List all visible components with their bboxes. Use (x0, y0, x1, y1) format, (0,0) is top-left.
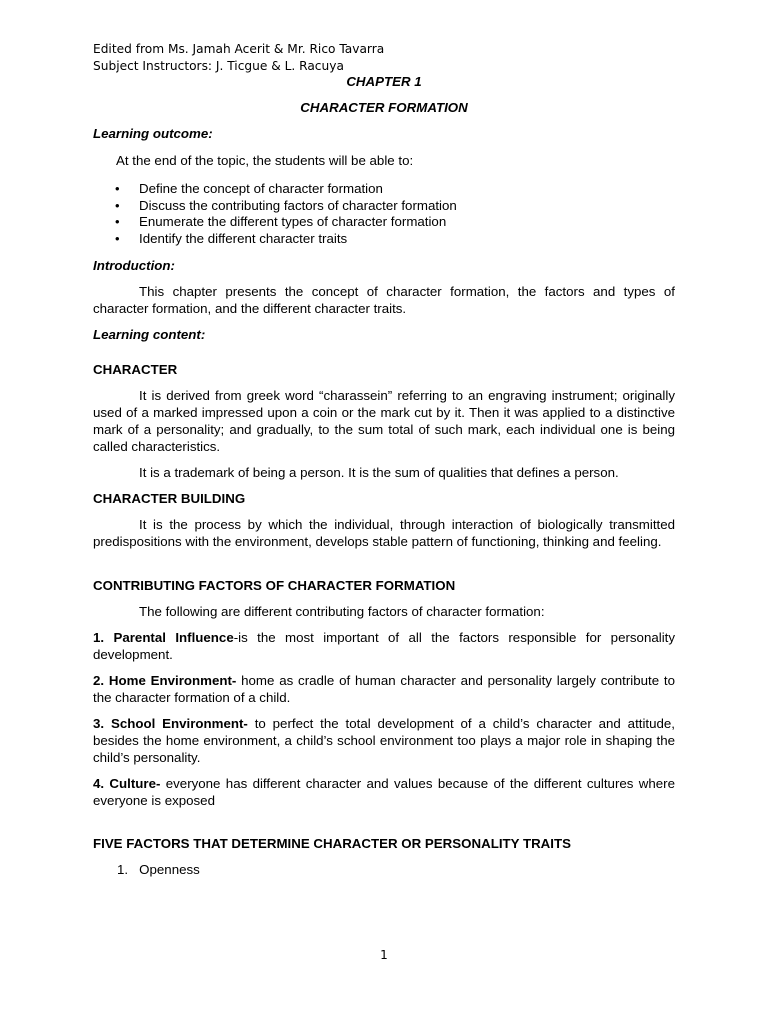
list-item: • Enumerate the different types of character formation (93, 214, 675, 231)
learning-outcome-lead: At the end of the topic, the students will be able to: (116, 153, 414, 168)
factor-text: home as cradle of human character and personality largely contribute to the character formation of a child. (93, 672, 675, 705)
introduction-heading: Introduction: (93, 257, 175, 273)
list-item: • Define the concept of character formation (93, 181, 675, 198)
factor-item (93, 629, 675, 663)
learning-outcome-list (93, 181, 675, 248)
factor-text: to perfect the total development of a child’s character and attitude, besides the home environment, a child’s school environment too plays a major role in shaping the child’s personality. (93, 715, 675, 765)
contributing-factors-lead: The following are different contributing factors of character formation: (139, 603, 545, 619)
factor-label: 1. Parental Influence (93, 629, 234, 645)
document-body (93, 73, 675, 878)
list-item: • Discuss the contributing factors of character formation (93, 198, 675, 215)
five-factors-list (93, 861, 675, 878)
character-heading: CHARACTER (93, 361, 178, 377)
factor-text: -is the most important of all the factors responsible for personality development. (93, 629, 675, 662)
character-building-paragraph: It is the process by which the individual, through interaction of biologically transmitted predispositions with the environment, develops stable pattern of functioning, thinking and feeling. (93, 516, 675, 549)
learning-outcome-heading: Learning outcome: (93, 126, 213, 141)
list-item: 1. Openness (117, 861, 200, 877)
factor-item (93, 775, 675, 809)
factor-item (93, 715, 675, 766)
contributing-factors-heading: CONTRIBUTING FACTORS OF CHARACTER FORMATION (93, 577, 456, 593)
character-paragraph-2: It is a trademark of being a person. It is the sum of qualities that defines a person. (139, 464, 619, 480)
learning-content-heading: Learning content: (93, 326, 206, 342)
factor-label: 3. School Environment- (93, 715, 248, 731)
header-line-editors: Edited from Ms. Jamah Acerit & Mr. Rico Tavarra (93, 42, 385, 56)
chapter-title: CHARACTER FORMATION (300, 100, 468, 115)
factor-text: everyone has different character and values because of the different cultures where everyone is exposed (93, 775, 675, 808)
factor-item (93, 672, 675, 706)
factor-label: 4. Culture- (93, 775, 161, 791)
list-item: • Identify the different character traits (93, 231, 675, 248)
chapter-label: CHAPTER 1 (346, 74, 422, 89)
document-header (93, 41, 384, 75)
page-number: 1 (380, 948, 388, 962)
introduction-paragraph: This chapter presents the concept of character formation, the factors and types of character formation, and the different character traits. (93, 283, 675, 316)
five-factors-heading: FIVE FACTORS THAT DETERMINE CHARACTER OR PERSONALITY TRAITS (93, 835, 571, 851)
factor-label: 2. Home Environment- (93, 672, 237, 688)
character-paragraph-1: It is derived from greek word “charassein” referring to an engraving instrument; originally used of a marked impressed upon a coin or the mark cut by it. Then it was applied to a distinctive mark of a personality; and gradually, to the sum total of such mark, each individual one is being called characteristics. (93, 387, 675, 454)
header-line-instructors: Subject Instructors: J. Ticgue & L. Racuya (93, 59, 344, 73)
character-building-heading: CHARACTER BUILDING (93, 490, 246, 506)
